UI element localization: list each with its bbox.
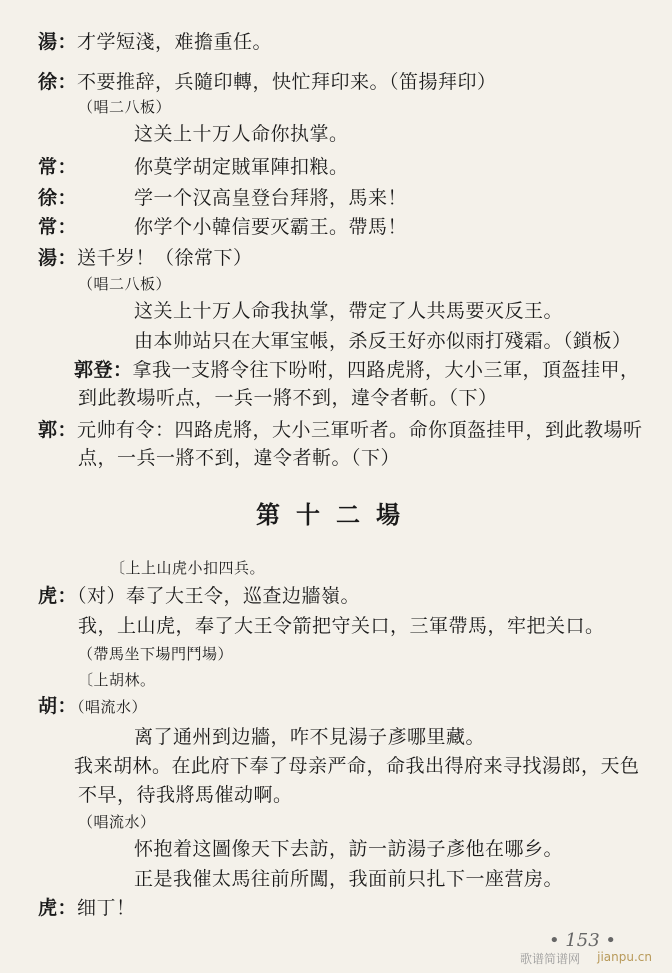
dialogue-line-6 (38, 186, 407, 210)
stage-direction: （唱二八板） (78, 275, 172, 293)
dialogue-text: 你学个小韓信要灭霸王。帶馬！ (134, 216, 408, 238)
dialogue-text: 元帅有令：四路虎將，大小三軍听者。命你頂盔挂甲，到此教場听 (77, 419, 643, 441)
dialogue-continuation: 我，上山虎，奉了大王令箭把守关口，三軍帶馬，牢把关口。 (78, 615, 605, 637)
speaker: 郭登： (74, 359, 133, 381)
speaker: 徐： (38, 187, 78, 209)
speaker: 徐： (38, 71, 78, 93)
stage-direction: 〔上胡林。 (78, 671, 156, 689)
stage-direction: （唱流水） (78, 813, 156, 831)
dialogue-continuation: 不早，待我將馬催动啊。 (78, 784, 293, 806)
stage-direction: （唱二八板） (78, 98, 172, 116)
speaker: 虎： (38, 897, 78, 919)
watermark-text: 歌谱简谱网 (519, 952, 580, 966)
speaker: 常： (38, 216, 78, 238)
speaker: 湯： (38, 31, 78, 53)
sung-line: 离了通州到边牆，咋不見湯子彥哪里藏。 (134, 726, 486, 748)
speaker: 胡： (38, 695, 78, 717)
dialogue-continuation: 到此教場听点，一兵一將不到，違令者斬。（下） (78, 387, 498, 409)
stage-direction: （帶馬坐下場門鬥場） (78, 645, 234, 663)
dialogue-line-12 (74, 358, 640, 382)
dialogue-text: （对）奉了大王令，巡查边牆嶺。 (77, 585, 361, 607)
dialogue-text: 才学短淺，难擔重任。 (77, 31, 273, 53)
speaker: 湯： (38, 247, 78, 269)
sung-line: 怀抱着这圖像天下去訪，訪一訪湯子彥他在哪乡。 (134, 838, 564, 860)
speaker: 郭： (38, 419, 78, 441)
dialogue-text: 不要推辞，兵隨印轉，快忙拜印来。（笛揚拜印） (77, 71, 497, 93)
dialogue-text: 学一个汉高皇登台拜將，馬来！ (134, 187, 408, 209)
dialogue-text: （唱流水） (77, 698, 148, 716)
dialogue-text: 你莫学胡定賊軍陣扣粮。 (134, 156, 349, 178)
sung-line: 这关上十万人命我执掌，帶定了人共馬要灭反王。 (134, 300, 564, 322)
scene-heading: 第十二場 (256, 500, 416, 529)
dialogue-line-28 (38, 896, 136, 920)
dialogue-line-2 (38, 70, 497, 94)
dialogue-line-21 (38, 694, 147, 719)
dialogue-text: 拿我一支將令往下吩咐，四路虎將，大小三軍，頂盔挂甲， (132, 359, 640, 381)
speaker: 虎： (38, 585, 78, 607)
sung-line: 由本帅站只在大軍宝帳，杀反王好亦似雨打殘霜。（鎖板） (134, 330, 632, 352)
stage-direction: 〔上上山虎小扣四兵。 (110, 559, 266, 577)
dialogue-line-8 (38, 246, 253, 270)
dialogue-text: 送千岁！（徐常下） (77, 247, 253, 269)
sung-line: 这关上十万人命你执掌。 (134, 123, 349, 145)
page-number: • 153 • (548, 930, 616, 951)
dialogue-line-1 (38, 30, 272, 54)
dialogue-text: 细丁！ (77, 897, 136, 919)
dialogue-line-7 (38, 215, 407, 239)
speaker: 常： (38, 156, 78, 178)
dialogue-line-5 (38, 155, 349, 179)
dialogue-line-17 (38, 584, 360, 608)
dialogue-line-14 (38, 418, 643, 442)
dialogue-continuation: 我来胡林。在此府下奉了母亲严命，命我出得府来寻找湯郎，天色 (74, 755, 640, 777)
dialogue-continuation: 点，一兵一將不到，違令者斬。（下） (78, 447, 401, 469)
sung-line: 正是我催太馬往前所闖，我面前只扎下一座营房。 (134, 868, 564, 890)
watermark-url: jianpu.cn (597, 950, 652, 964)
